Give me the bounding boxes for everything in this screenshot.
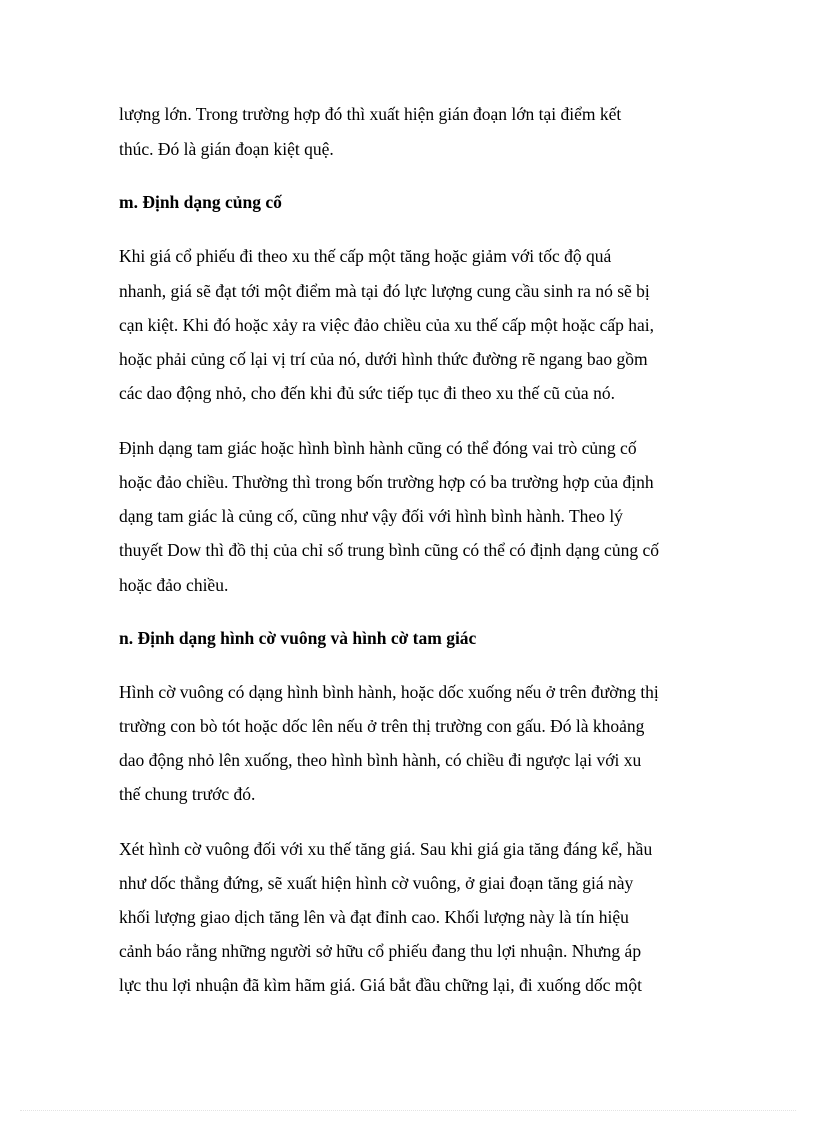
section-m-p2-line-1: Định dạng tam giác hoặc hình bình hành cũng có thể đóng vai trò củng cố bbox=[119, 438, 637, 458]
section-m-heading: m. Định dạng củng cố bbox=[119, 192, 282, 212]
section-m-p2-line-4: thuyết Dow thì đồ thị của chỉ số trung bình cũng có thể có định dạng củng cố bbox=[119, 540, 659, 560]
section-m-p2-line-3: dạng tam giác là củng cố, cũng như vậy đối với hình bình hành. Theo lý bbox=[119, 506, 623, 526]
section-n-p2-line-2: như dốc thẳng đứng, sẽ xuất hiện hình cờ vuông, ở giai đoạn tăng giá này bbox=[119, 873, 634, 893]
intro-line-2: thúc. Đó là gián đoạn kiệt quệ. bbox=[119, 139, 334, 159]
section-m-p2-line-2: hoặc đảo chiều. Thường thì trong bốn trường hợp có ba trường hợp của định bbox=[119, 472, 654, 492]
page-bottom-divider bbox=[20, 1110, 796, 1111]
section-n-p1-line-4: thế chung trước đó. bbox=[119, 784, 256, 804]
section-m-p1-line-5: các dao động nhỏ, cho đến khi đủ sức tiếp tục đi theo xu thế cũ của nó. bbox=[119, 383, 615, 403]
section-n-p2-line-1: Xét hình cờ vuông đối với xu thế tăng giá. Sau khi giá gia tăng đáng kể, hầu bbox=[119, 839, 653, 859]
intro-line-1: lượng lớn. Trong trường hợp đó thì xuất hiện gián đoạn lớn tại điểm kết bbox=[119, 104, 622, 124]
section-n-p2-line-3: khối lượng giao dịch tăng lên và đạt đỉnh cao. Khối lượng này là tín hiệu bbox=[119, 907, 629, 927]
section-n-p1-line-3: dao động nhỏ lên xuống, theo hình bình hành, có chiều đi ngược lại với xu bbox=[119, 750, 642, 770]
section-m-p1-line-1: Khi giá cổ phiếu đi theo xu thế cấp một tăng hoặc giảm với tốc độ quá bbox=[119, 246, 612, 266]
section-n-p1-line-1: Hình cờ vuông có dạng hình bình hành, hoặc dốc xuống nếu ở trên đường thị bbox=[119, 682, 659, 702]
section-m-p1-line-2: nhanh, giá sẽ đạt tới một điểm mà tại đó lực lượng cung cầu sinh ra nó sẽ bị bbox=[119, 281, 650, 301]
section-n-p1-line-2: trường con bò tót hoặc dốc lên nếu ở trên thị trường con gấu. Đó là khoảng bbox=[119, 716, 645, 736]
section-n-p2-line-5: lực thu lợi nhuận đã kìm hãm giá. Giá bắt đầu chững lại, đi xuống dốc một bbox=[119, 975, 642, 995]
section-m-p1-line-3: cạn kiệt. Khi đó hoặc xảy ra việc đảo chiều của xu thế cấp một hoặc cấp hai, bbox=[119, 315, 654, 335]
section-n-heading: n. Định dạng hình cờ vuông và hình cờ tam giác bbox=[119, 628, 477, 648]
section-n-p2-line-4: cảnh báo rằng những người sở hữu cổ phiếu đang thu lợi nhuận. Nhưng áp bbox=[119, 941, 642, 961]
section-m-p1-line-4: hoặc phải củng cố lại vị trí của nó, dưới hình thức đường rẽ ngang bao gồm bbox=[119, 349, 648, 369]
section-m-p2-line-5: hoặc đảo chiều. bbox=[119, 575, 229, 595]
